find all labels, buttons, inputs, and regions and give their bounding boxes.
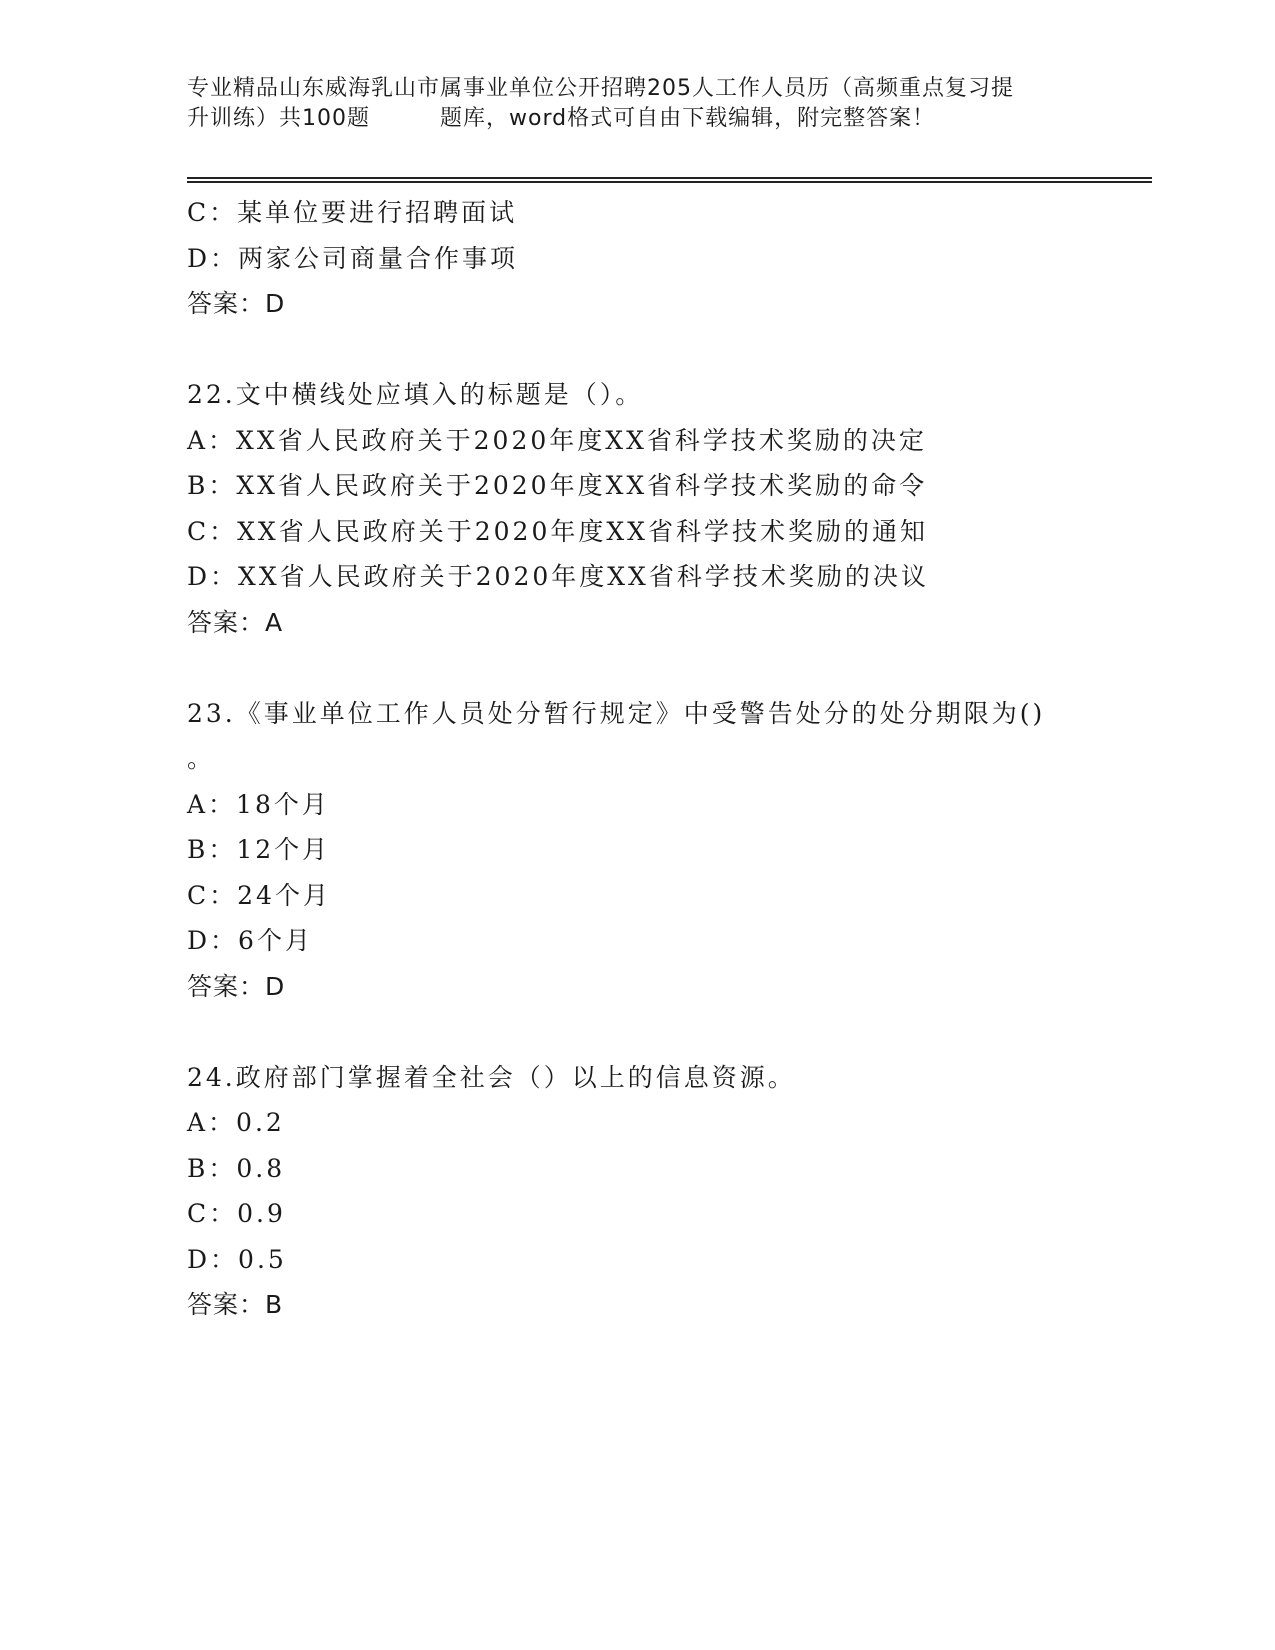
question-block-23: [187, 691, 1147, 1010]
option-d: D：6个月: [187, 926, 313, 955]
question-block-22: [187, 372, 1147, 645]
option-b: B：0.8: [187, 1153, 286, 1183]
option-c: C：某单位要进行招聘面试: [187, 198, 518, 227]
option-c: C：24个月: [187, 880, 331, 910]
header-title-part-1: 升训练）共100题: [187, 106, 370, 131]
option-c: C：0.9: [187, 1199, 286, 1228]
option-d: D：XX省人民政府关于2020年度XX省科学技术奖励的决议: [187, 562, 929, 591]
option-b: B：12个月: [187, 835, 331, 864]
option-a: A：XX省人民政府关于2020年度XX省科学技术奖励的决定: [187, 425, 927, 455]
option-d: D：0.5: [187, 1244, 287, 1274]
question-stem: 23.《事业单位工作人员处分暂行规定》中受警告处分的处分期限为(): [187, 698, 1046, 728]
answer-line: 答案：B: [187, 1290, 284, 1319]
question-list: [187, 190, 1147, 1328]
option-a: A：18个月: [187, 789, 330, 819]
option-d: D：两家公司商量合作事项: [187, 243, 519, 273]
option-b: B：XX省人民政府关于2020年度XX省科学技术奖励的命令: [187, 471, 928, 500]
question-spacer: [187, 327, 1147, 373]
header-divider-top: [187, 177, 1152, 179]
question-spacer: [187, 645, 1147, 691]
question-stem: 22.文中横线处应填入的标题是（）。: [187, 380, 644, 409]
header-title-line-2: [187, 104, 1087, 134]
option-a: A：0.2: [187, 1108, 285, 1137]
question-block-24: [187, 1055, 1147, 1328]
answer-line: 答案：D: [187, 971, 286, 1001]
question-spacer: [187, 1009, 1147, 1055]
option-c: C：XX省人民政府关于2020年度XX省科学技术奖励的通知: [187, 516, 928, 546]
header-title-part-2: 题库，word格式可自由下载编辑，附完整答案！: [440, 106, 936, 131]
answer-line: 答案：D: [187, 289, 286, 318]
header-divider-bottom: [187, 181, 1152, 183]
header-title-line-1: 专业精品山东威海乳山市属事业单位公开招聘205人工作人员历（高频重点复习提: [187, 76, 1014, 101]
question-block-21: [187, 190, 1147, 327]
question-stem: 24.政府部门掌握着全社会（）以上的信息资源。: [187, 1062, 796, 1092]
question-stem-continuation: 。: [187, 744, 216, 773]
answer-line: 答案：A: [187, 607, 284, 637]
document-header: [187, 74, 1087, 134]
